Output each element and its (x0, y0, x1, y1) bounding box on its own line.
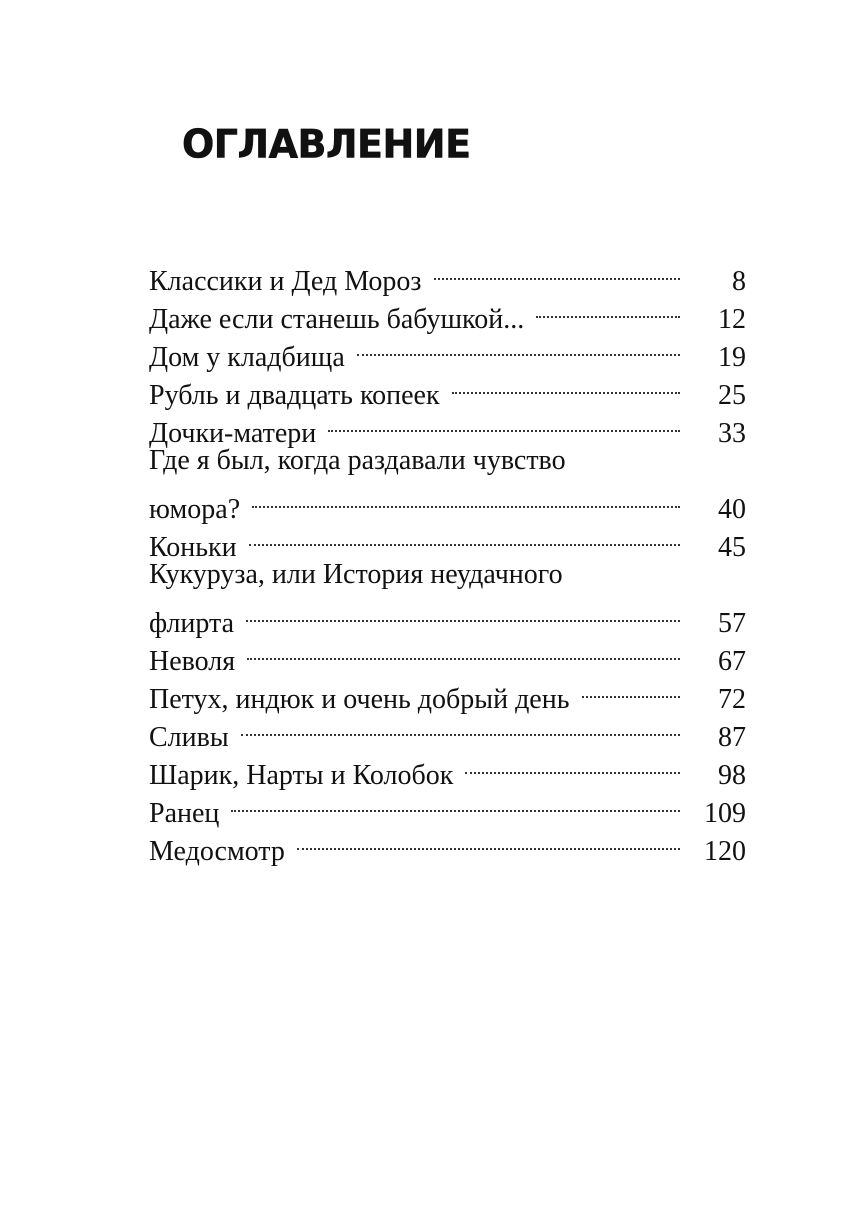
toc-entry-title: Коньки (149, 532, 237, 563)
toc-entry-title-line: Кукуруза, или История неудачного (149, 559, 563, 590)
toc-line (149, 366, 746, 411)
toc-entry[interactable] (149, 366, 746, 411)
toc-entry-title: Дом у кладбища (149, 342, 345, 373)
dot-leader (465, 746, 680, 784)
toc-entry-title: Классики и Дед Мороз (149, 266, 422, 297)
toc-entry-title: Неволя (149, 646, 236, 677)
toc-line (149, 518, 746, 563)
dot-leader (582, 670, 681, 708)
toc-entry[interactable] (149, 442, 746, 525)
toc-line (149, 290, 746, 335)
toc-entry-title: Медосмотр (149, 836, 285, 867)
toc-entry[interactable] (149, 784, 746, 829)
toc-page-number: 98 (718, 760, 746, 791)
toc-entry-title: юмора? (149, 494, 241, 525)
dot-leader (246, 594, 680, 632)
page-title: ОГЛАВЛЕНИЕ (182, 121, 471, 167)
toc-page-number: 12 (718, 304, 746, 335)
toc-line (149, 404, 746, 449)
toc-page-number: 57 (718, 608, 746, 639)
dot-leader (247, 632, 680, 670)
dot-leader (231, 784, 680, 822)
toc-entry-title: Ранец (149, 798, 220, 829)
dot-leader (357, 328, 680, 366)
toc-line (149, 822, 746, 867)
toc-page-number: 120 (704, 836, 746, 867)
table-of-contents (149, 252, 746, 867)
dot-leader (249, 518, 680, 556)
toc-page-number: 8 (732, 266, 746, 297)
toc-line (149, 594, 746, 639)
toc-entry[interactable] (149, 518, 746, 563)
toc-page-number: 25 (718, 380, 746, 411)
toc-line (149, 670, 746, 715)
toc-entry-title: Петух, индюк и очень добрый день (149, 684, 570, 715)
toc-line (149, 746, 746, 791)
toc-entry[interactable] (149, 632, 746, 677)
dot-leader (328, 404, 680, 442)
toc-entry-title: Дочки-матери (149, 418, 317, 449)
toc-page-number: 33 (718, 418, 746, 449)
toc-entry-title: Шарик, Нарты и Колобок (149, 760, 454, 791)
toc-page-number: 109 (704, 798, 746, 829)
toc-entry[interactable] (149, 746, 746, 791)
toc-entry[interactable] (149, 290, 746, 335)
toc-entry[interactable] (149, 328, 746, 373)
dot-leader (297, 822, 680, 860)
dot-leader (252, 480, 680, 518)
toc-page-number: 67 (718, 646, 746, 677)
toc-page-number: 87 (718, 722, 746, 753)
toc-entry-title: Сливы (149, 722, 229, 753)
toc-page-number: 45 (718, 532, 746, 563)
toc-entry[interactable] (149, 822, 746, 867)
toc-line (149, 252, 746, 297)
toc-entry[interactable] (149, 556, 746, 639)
dot-leader (434, 252, 681, 290)
dot-leader (452, 366, 680, 404)
toc-entry-title: Даже если станешь бабушкой... (149, 304, 525, 335)
toc-line (149, 328, 746, 373)
toc-page-number: 72 (718, 684, 746, 715)
toc-entry-title-line: Где я был, когда раздавали чувство (149, 445, 566, 476)
toc-entry-title: флирта (149, 608, 235, 639)
toc-page-number: 19 (718, 342, 746, 373)
toc-line (149, 632, 746, 677)
toc-entry[interactable] (149, 670, 746, 715)
toc-entry-title: Рубль и двадцать копеек (149, 380, 440, 411)
toc-line (149, 708, 746, 753)
toc-line (149, 480, 746, 525)
toc-entry[interactable] (149, 404, 746, 449)
toc-page-number: 40 (718, 494, 746, 525)
dot-leader (241, 708, 680, 746)
toc-entry[interactable] (149, 708, 746, 753)
dot-leader (536, 290, 680, 328)
toc-line (149, 784, 746, 829)
toc-entry[interactable] (149, 252, 746, 297)
